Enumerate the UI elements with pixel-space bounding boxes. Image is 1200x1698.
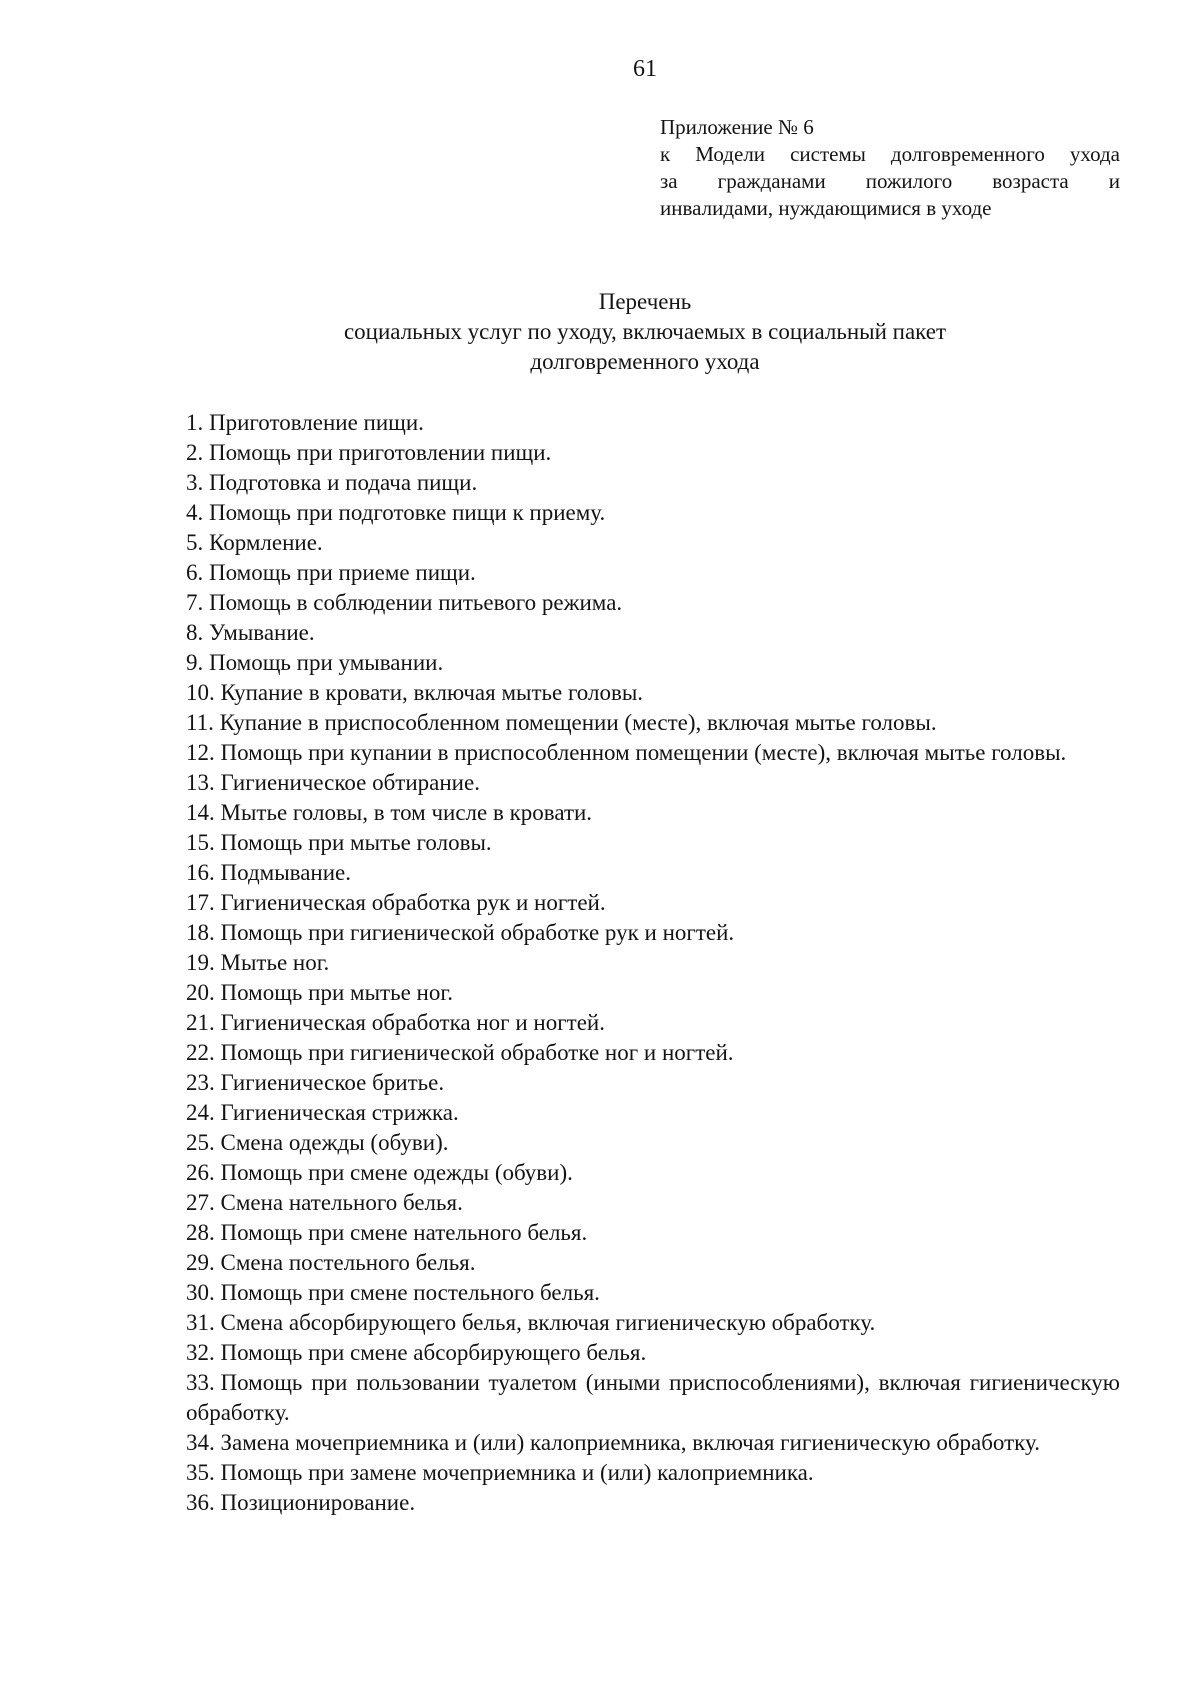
list-item-text: Помощь при пользовании туалетом (иными приспособлениями), включая гигиеническую обработку. <box>186 1370 1120 1425</box>
list-item-text: Умывание. <box>209 620 315 645</box>
list-item <box>186 1278 1120 1308</box>
list-item-text: Помощь при мытье ног. <box>220 980 453 1005</box>
document-title <box>0 287 1200 377</box>
list-item-text: Помощь при мытье головы. <box>220 830 492 855</box>
list-item-number: 32. <box>186 1340 215 1365</box>
page-number: 61 <box>633 56 657 82</box>
list-item <box>186 1008 1120 1038</box>
appendix-reference-line: за гражданами пожилого возраста и <box>660 169 1120 193</box>
list-item <box>186 618 1120 648</box>
list-item <box>186 468 1120 498</box>
list-item <box>186 1368 1120 1428</box>
list-item-text: Подмывание. <box>220 860 351 885</box>
list-item-text: Приготовление пищи. <box>209 410 424 435</box>
list-item <box>186 978 1120 1008</box>
list-item-number: 30. <box>186 1280 215 1305</box>
list-item-text: Помощь при гигиенической обработке рук и ногтей. <box>220 920 735 945</box>
list-item-number: 22. <box>186 1040 215 1065</box>
list-item-text: Помощь при купании в приспособленном помещении (месте), включая мытье головы. <box>220 740 1067 765</box>
list-item <box>186 438 1120 468</box>
list-item <box>186 558 1120 588</box>
list-item-number: 34. <box>186 1430 215 1455</box>
list-item-text: Помощь при приготовлении пищи. <box>209 440 552 465</box>
list-item-number: 11. <box>186 710 214 735</box>
list-item-number: 25. <box>186 1130 215 1155</box>
list-item-number: 36. <box>186 1490 215 1515</box>
list-item-text: Смена постельного белья. <box>220 1250 476 1275</box>
list-item <box>186 528 1120 558</box>
list-item-text: Кормление. <box>209 530 323 555</box>
list-item-number: 35. <box>186 1460 215 1485</box>
list-item <box>186 1068 1120 1098</box>
list-item-number: 21. <box>186 1010 215 1035</box>
list-item-text: Помощь при приеме пищи. <box>209 560 476 585</box>
list-item <box>186 1458 1120 1488</box>
list-item-number: 26. <box>186 1160 215 1185</box>
list-item-number: 12. <box>186 740 215 765</box>
list-item-number: 20. <box>186 980 215 1005</box>
list-item-number: 15. <box>186 830 215 855</box>
list-item <box>186 678 1120 708</box>
list-item-text: Помощь в соблюдении питьевого режима. <box>209 590 623 615</box>
list-item-number: 19. <box>186 950 215 975</box>
services-list <box>186 408 1120 1518</box>
list-item <box>186 1128 1120 1158</box>
list-item-number: 8. <box>186 620 204 645</box>
list-item <box>186 888 1120 918</box>
list-item-number: 29. <box>186 1250 215 1275</box>
list-item <box>186 408 1120 438</box>
list-item <box>186 858 1120 888</box>
list-item-text: Гигиеническая обработка ног и ногтей. <box>220 1010 605 1035</box>
list-item-number: 17. <box>186 890 215 915</box>
list-item <box>186 1098 1120 1128</box>
list-item <box>186 708 1120 738</box>
list-item <box>186 498 1120 528</box>
list-item-text: Гигиеническое бритье. <box>220 1070 445 1095</box>
list-item-number: 2. <box>186 440 204 465</box>
list-item <box>186 918 1120 948</box>
list-item-number: 7. <box>186 590 204 615</box>
list-item <box>186 1308 1120 1338</box>
list-item <box>186 1158 1120 1188</box>
list-item-number: 28. <box>186 1220 215 1245</box>
list-item-number: 33. <box>186 1370 215 1395</box>
list-item <box>186 1038 1120 1068</box>
list-item-number: 16. <box>186 860 215 885</box>
list-item-text: Помощь при замене мочеприемника и (или) калоприемника. <box>220 1460 814 1485</box>
list-item <box>186 948 1120 978</box>
list-item-number: 10. <box>186 680 215 705</box>
list-item-text: Смена нательного белья. <box>220 1190 463 1215</box>
list-item-text: Помощь при гигиенической обработке ног и ногтей. <box>220 1040 734 1065</box>
list-item <box>186 828 1120 858</box>
list-item-text: Гигиеническая стрижка. <box>220 1100 459 1125</box>
list-item-text: Мытье головы, в том числе в кровати. <box>220 800 593 825</box>
list-item-number: 5. <box>186 530 204 555</box>
list-item-number: 18. <box>186 920 215 945</box>
list-item <box>186 1488 1120 1518</box>
list-item <box>186 798 1120 828</box>
list-item-number: 4. <box>186 500 204 525</box>
list-item <box>186 1428 1120 1458</box>
list-item-text: Гигиеническая обработка рук и ногтей. <box>220 890 606 915</box>
list-item-number: 23. <box>186 1070 215 1095</box>
list-item-text: Помощь при смене постельного белья. <box>220 1280 600 1305</box>
list-item-text: Помощь при смене абсорбирующего белья. <box>220 1340 647 1365</box>
list-item-number: 9. <box>186 650 204 675</box>
list-item-text: Гигиеническое обтирание. <box>220 770 480 795</box>
list-item-number: 31. <box>186 1310 215 1335</box>
list-item <box>186 1218 1120 1248</box>
appendix-reference-line: инвалидами, нуждающимися в уходе <box>660 196 992 220</box>
list-item-number: 14. <box>186 800 215 825</box>
list-item-text: Купание в кровати, включая мытье головы. <box>220 680 644 705</box>
list-item-number: 3. <box>186 470 204 495</box>
list-item-text: Помощь при смене нательного белья. <box>220 1220 588 1245</box>
list-item-text: Подготовка и подача пищи. <box>209 470 478 495</box>
list-item-number: 1. <box>186 410 204 435</box>
list-item <box>186 1338 1120 1368</box>
list-item <box>186 768 1120 798</box>
list-item-number: 24. <box>186 1100 215 1125</box>
appendix-number: Приложение № 6 <box>660 115 814 139</box>
title-line: социальных услуг по уходу, включаемых в социальный пакет <box>343 319 947 344</box>
list-item-text: Помощь при смене одежды (обуви). <box>220 1160 573 1185</box>
list-item-text: Смена одежды (обуви). <box>220 1130 449 1155</box>
list-item-text: Мытье ног. <box>220 950 330 975</box>
title-line: Перечень <box>598 289 692 314</box>
list-item <box>186 588 1120 618</box>
list-item <box>186 738 1120 768</box>
list-item-number: 6. <box>186 560 204 585</box>
list-item-number: 13. <box>186 770 215 795</box>
title-line: долговременного ухода <box>530 349 760 374</box>
list-item-text: Замена мочеприемника и (или) калоприемника, включая гигиеническую обработку. <box>220 1430 1040 1455</box>
list-item <box>186 1248 1120 1278</box>
list-item-text: Смена абсорбирующего белья, включая гигиеническую обработку. <box>220 1310 876 1335</box>
list-item <box>186 648 1120 678</box>
list-item-text: Позиционирование. <box>220 1490 416 1515</box>
list-item <box>186 1188 1120 1218</box>
list-item-text: Помощь при умывании. <box>209 650 444 675</box>
list-item-number: 27. <box>186 1190 215 1215</box>
list-item-text: Помощь при подготовке пищи к приему. <box>209 500 606 525</box>
list-item-text: Купание в приспособленном помещении (месте), включая мытье головы. <box>219 710 937 735</box>
appendix-header <box>660 114 1120 222</box>
appendix-reference-line: к Модели системы долговременного ухода <box>660 142 1120 166</box>
